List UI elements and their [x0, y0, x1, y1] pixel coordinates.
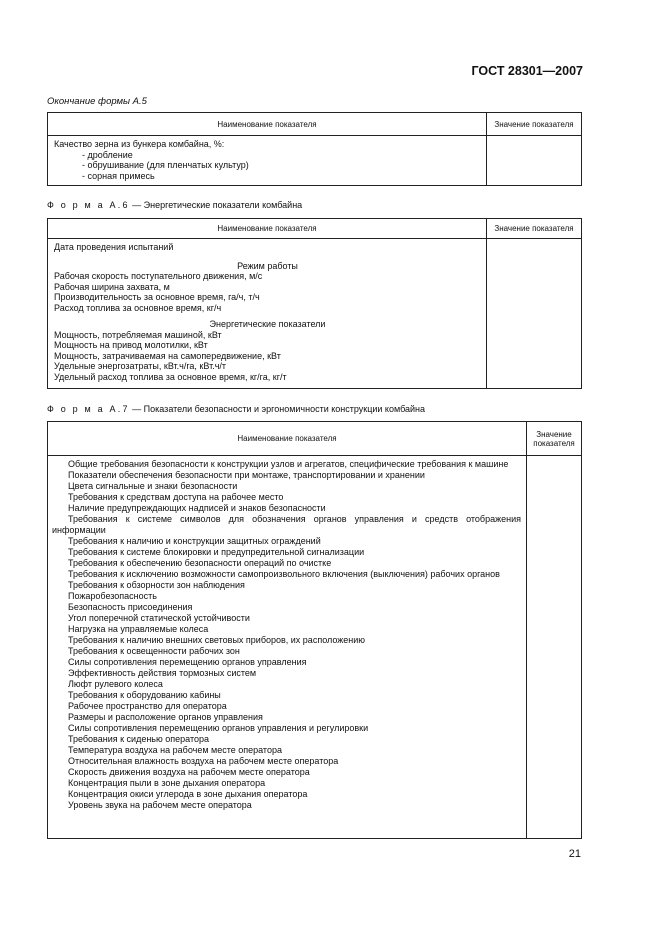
form-a6-caption — [47, 200, 302, 210]
column-header-value: Значение показателя — [487, 113, 582, 136]
column-header-value — [527, 422, 582, 456]
list-item: Мощность, затрачиваемая на самопередвижение, кВт — [54, 350, 281, 361]
list-item: Требования к сиденью оператора — [68, 734, 209, 744]
column-header-value: Значение показателя — [487, 219, 582, 239]
list-item: Требования к освещенности рабочих зон — [68, 646, 240, 656]
value-cell — [527, 456, 582, 839]
form-title: — Показатели безопасности и эргономичности конструкции комбайна — [129, 404, 426, 414]
list-item: - обрушивание (для пленчатых культур) — [82, 160, 249, 170]
column-header-name: Наименование показателя — [48, 219, 487, 239]
list-item: Концентрация окиси углерода в зоне дыхания оператора — [68, 789, 308, 799]
list-item: Требования к наличию внешних световых приборов, их расположению — [68, 635, 366, 645]
list-item: Пожаробезопасность — [68, 591, 157, 601]
energy-heading: Энергетические показатели — [209, 319, 326, 329]
header-line: Значение — [536, 429, 572, 439]
list-item: - дробление — [82, 149, 133, 160]
value-cell — [487, 239, 582, 389]
list-item: Требования к исключению возможности самопроизвольного включения (выключения) рабочих органов — [68, 569, 500, 579]
list-item: Люфт рулевого колеса — [68, 679, 163, 689]
list-item: Нагрузка на управляемые колеса — [68, 624, 209, 634]
list-item: Силы сопротивления перемещению органов управления — [68, 657, 307, 667]
list-item: Эффективность действия тормозных систем — [68, 668, 257, 678]
list-item: Мощность на привод молотилки, кВт — [54, 340, 208, 350]
list-item: Силы сопротивления перемещению органов управления и регулировки — [68, 723, 369, 733]
form-label: Ф о р м а А.7 — [47, 404, 130, 414]
list-item: Удельный расход топлива за основное время, кг/га, кг/т — [54, 371, 287, 382]
mode-heading: Режим работы — [237, 260, 298, 271]
list-item: Удельные энергозатраты, кВт.ч/га, кВт.ч/т — [54, 361, 227, 371]
list-item: Требования к обзорности зон наблюдения — [68, 580, 245, 590]
list-item: Размеры и расположение органов управления — [68, 712, 263, 722]
list-item: Мощность, потребляемая машиной, кВт — [54, 329, 222, 340]
continuation-label: Окончание формы А.5 — [47, 96, 147, 107]
list-item: Требования к оборудованию кабины — [68, 690, 221, 700]
document-number: ГОСТ 28301—2007 — [471, 64, 583, 78]
form-a7-table — [47, 421, 582, 839]
list-item: Относительная влажность воздуха на рабочем месте оператора — [68, 756, 339, 766]
column-header-name: Наименование показателя — [48, 113, 487, 136]
indicator-cell — [48, 136, 487, 186]
form-label: Ф о р м а А.6 — [47, 200, 130, 210]
list-item: Цвета сигнальные и знаки безопасности — [68, 481, 238, 491]
form-a5-table — [47, 112, 582, 186]
list-item: Рабочая скорость поступательного движения, м/с — [54, 271, 263, 281]
list-item: Скорость движения воздуха на рабочем месте оператора — [68, 767, 310, 777]
list-item: Требования к средствам доступа на рабочее место — [68, 492, 284, 502]
column-header-name: Наименование показателя — [48, 422, 527, 456]
indicator-cell — [48, 239, 487, 389]
value-cell — [487, 136, 582, 186]
grain-quality-row: Качество зерна из бункера комбайна, %: — [54, 139, 225, 149]
list-item: Рабочая ширина захвата, м — [54, 281, 170, 292]
header-line: показателя — [533, 438, 575, 448]
list-item: Концентрация пыли в зоне дыхания оператора — [68, 778, 266, 788]
list-item: Расход топлива за основное время, кг/ч — [54, 302, 222, 313]
list-item: - сорная примесь — [82, 170, 155, 181]
list-item: Требования к наличию и конструкции защитных ограждений — [68, 536, 321, 546]
list-item: Требования к системе символов для обозначения органов управления и средств отображения информации — [52, 514, 521, 535]
list-item: Наличие предупреждающих надписей и знаков безопасности — [68, 503, 326, 513]
list-item: Рабочее пространство для оператора — [68, 701, 227, 711]
list-item: Производительность за основное время, га/ч, т/ч — [54, 292, 260, 302]
form-a7-caption — [47, 404, 425, 414]
list-item: Общие требования безопасности к конструкции узлов и агрегатов, специфические требования к машине — [68, 459, 509, 469]
page-number: 21 — [568, 848, 581, 860]
test-date-row: Дата проведения испытаний — [54, 242, 174, 252]
indicator-cell — [48, 456, 527, 839]
list-item: Уровень звука на рабочем месте оператора — [68, 800, 252, 810]
list-item: Требования к системе блокировки и предупредительной сигнализации — [68, 547, 365, 557]
list-item: Безопасность присоединения — [68, 602, 193, 612]
form-a6-table — [47, 218, 582, 389]
list-item: Требования к обеспечению безопасности операций по очистке — [68, 558, 332, 568]
list-item: Показатели обеспечения безопасности при монтаже, транспортировании и хранении — [68, 470, 425, 480]
form-title: — Энергетические показатели комбайна — [129, 200, 303, 210]
list-item: Температура воздуха на рабочем месте оператора — [68, 745, 282, 755]
list-item: Угол поперечной статической устойчивости — [68, 613, 250, 623]
